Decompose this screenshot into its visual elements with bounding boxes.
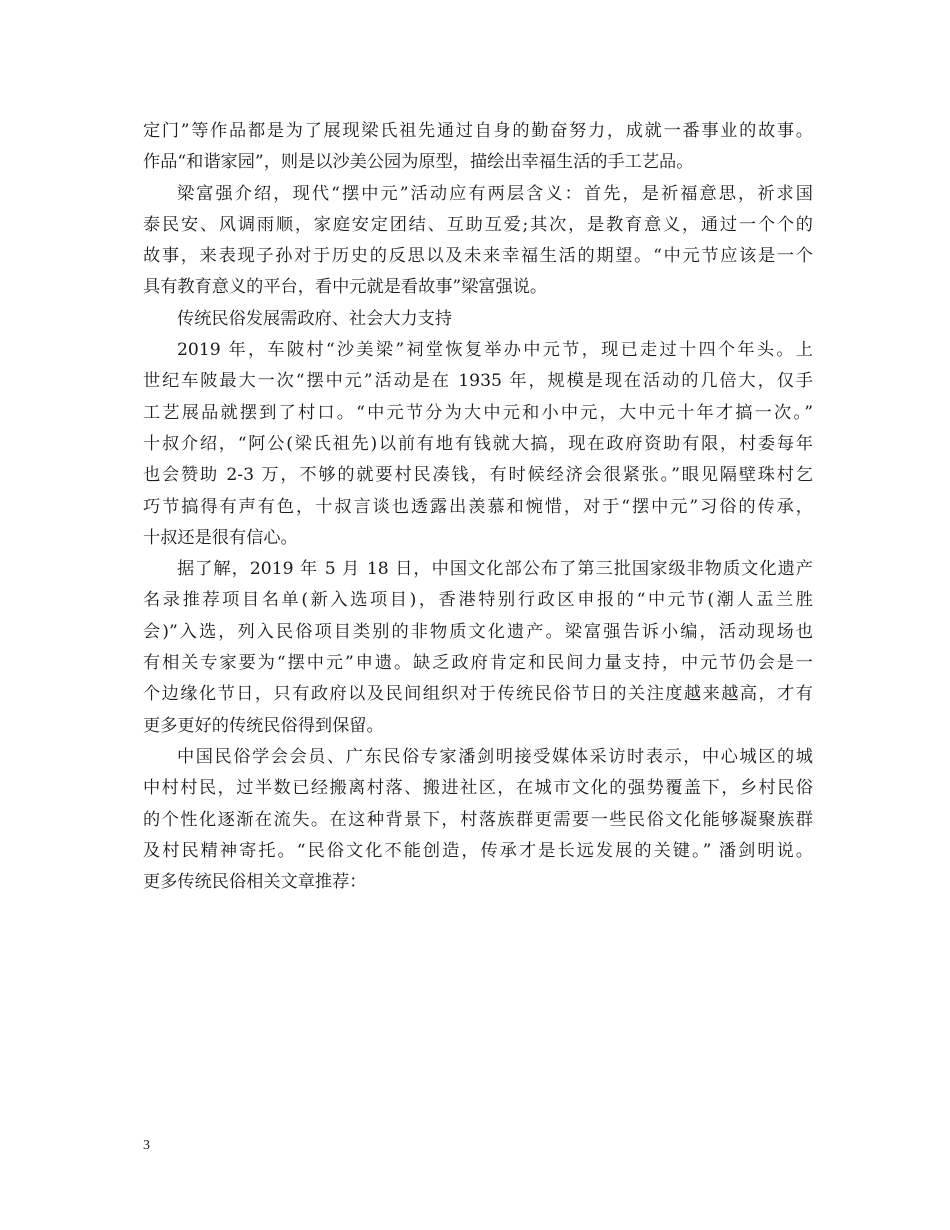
page-number: 3 [143, 1138, 150, 1153]
text-line: 的个性化逐渐在流失。在这种背景下，村落族群更需要一些民俗文化能够凝聚族群 [143, 809, 813, 830]
text-line: 2019 年，车陂村“沙美梁”祠堂恢复举办中元节，现已走过十四个年头。上 [177, 340, 813, 361]
text-line: 名录推荐项目名单(新入选项目)，香港特别行政区申报的“中元节(潮人盂兰胜 [143, 590, 813, 611]
text-line: 有相关专家要为“摆中元”申遗。缺乏政府肯定和民间力量支持，中元节仍会是一 [143, 653, 813, 674]
text-line: 更多传统民俗相关文章推荐： [143, 872, 367, 893]
text-line: 梁富强介绍，现代“摆中元”活动应有两层含义：首先，是祈福意思，祈求国 [177, 183, 813, 204]
text-line: 更多更好的传统民俗得到保留。 [143, 715, 384, 736]
text-line: 据了解，2019 年 5 月 18 日，中国文化部公布了第三批国家级非物质文化遗产 [177, 559, 813, 580]
text-line: 作品“和谐家园”，则是以沙美公园为原型，描绘出幸福生活的手工艺品。 [143, 152, 694, 173]
text-line: 十叔介绍，“阿公(梁氏祖先)以前有地有钱就大搞，现在政府资助有限，村委每年 [143, 433, 813, 454]
text-line: 定门”等作品都是为了展现梁氏祖先通过自身的勤奋努力，成就一番事业的故事。 [143, 121, 813, 141]
text-line: 也会赞助 2-3 万，不够的就要村民凑钱，有时候经济会很紧张。”眼见隔壁珠村乞 [143, 465, 813, 486]
text-line: 泰民安、风调雨顺，家庭安定团结、互助互爱;其次，是教育意义，通过一个个的 [143, 214, 813, 235]
text-line: 十叔还是很有信心。 [143, 527, 298, 548]
text-line: 具有教育意义的平台，看中元就是看故事”梁富强说。 [143, 277, 548, 298]
section-heading: 传统民俗发展需政府、社会大力支持 [177, 308, 453, 329]
text-line: 巧节搞得有声有色，十叔言谈也透露出羡慕和惋惜，对于“摆中元”习俗的传承， [143, 496, 813, 517]
text-line: 个边缘化节日，只有政府以及民间组织对于传统民俗节日的关注度越来越高，才有 [143, 684, 813, 705]
text-line: 世纪车陂最大一次“摆中元”活动是在 1935 年，规模是现在活动的几倍大，仅手 [143, 371, 813, 392]
article-body [143, 116, 813, 898]
text-line: 中村村民，过半数已经搬离村落、搬进社区，在城市文化的强势覆盖下，乡村民俗 [143, 778, 813, 799]
text-line: 会)”入选，列入民俗项目类别的非物质文化遗产。梁富强告诉小编，活动现场也 [143, 621, 813, 642]
text-line: 及村民精神寄托。“民俗文化不能创造，传承才是长远发展的关键。” 潘剑明说。 [143, 840, 813, 861]
text-line: 故事，来表现子孙对于历史的反思以及未来幸福生活的期望。“中元节应该是一个 [143, 246, 813, 267]
text-line: 中国民俗学会会员、广东民俗专家潘剑明接受媒体采访时表示，中心城区的城 [177, 746, 813, 767]
text-line: 工艺展品就摆到了村口。“中元节分为大中元和小中元，大中元十年才搞一次。” [143, 402, 813, 423]
